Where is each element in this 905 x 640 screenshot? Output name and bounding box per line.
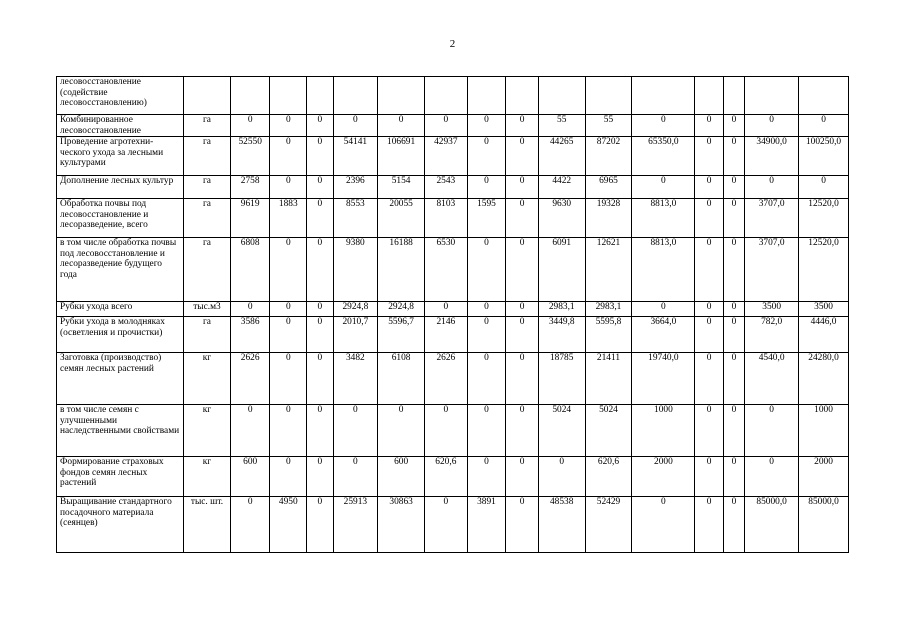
value-cell: 12520,0 (799, 238, 849, 302)
value-cell: 0 (695, 115, 723, 137)
value-cell: 0 (538, 457, 585, 497)
value-cell (506, 77, 539, 115)
row-unit-cell: тыс. шт. (184, 497, 231, 553)
forestry-activities-table (56, 76, 849, 553)
row-name-cell: Обработка почвы под лесовосстановление и лесоразведение, всего (57, 199, 184, 238)
value-cell (467, 77, 506, 115)
value-cell: 54141 (333, 137, 378, 176)
value-cell: 0 (307, 176, 333, 199)
value-cell: 3891 (467, 497, 506, 553)
value-cell: 0 (467, 115, 506, 137)
value-cell: 0 (307, 302, 333, 317)
value-cell: 0 (506, 317, 539, 353)
value-cell: 3482 (333, 353, 378, 405)
value-cell: 8553 (333, 199, 378, 238)
row-unit-cell: тыс.м3 (184, 302, 231, 317)
value-cell: 0 (695, 405, 723, 457)
value-cell: 2758 (230, 176, 270, 199)
value-cell (745, 77, 799, 115)
value-cell: 19740,0 (632, 353, 695, 405)
value-cell: 12520,0 (799, 199, 849, 238)
value-cell: 0 (378, 405, 425, 457)
value-cell: 44265 (538, 137, 585, 176)
value-cell: 1883 (270, 199, 307, 238)
value-cell: 0 (424, 405, 467, 457)
value-cell: 3449,8 (538, 317, 585, 353)
row-name-cell: Выращивание стандартного посадочного материала (сеянцев) (57, 497, 184, 553)
value-cell: 6108 (378, 353, 425, 405)
value-cell: 0 (632, 497, 695, 553)
value-cell (378, 77, 425, 115)
value-cell: 0 (506, 353, 539, 405)
value-cell: 2924,8 (333, 302, 378, 317)
row-unit-cell: га (184, 317, 231, 353)
table-row (57, 238, 849, 302)
value-cell: 0 (799, 176, 849, 199)
value-cell: 2924,8 (378, 302, 425, 317)
value-cell: 0 (695, 457, 723, 497)
value-cell: 0 (424, 302, 467, 317)
value-cell: 620,6 (424, 457, 467, 497)
value-cell: 3500 (799, 302, 849, 317)
value-cell: 0 (270, 353, 307, 405)
row-unit-cell: га (184, 176, 231, 199)
row-unit-cell: га (184, 115, 231, 137)
value-cell: 0 (695, 497, 723, 553)
value-cell: 0 (333, 115, 378, 137)
value-cell: 0 (723, 115, 744, 137)
table-row (57, 176, 849, 199)
value-cell: 85000,0 (745, 497, 799, 553)
row-unit-cell: кг (184, 353, 231, 405)
value-cell: 2626 (230, 353, 270, 405)
value-cell: 0 (506, 176, 539, 199)
value-cell: 0 (506, 405, 539, 457)
row-unit-cell: кг (184, 457, 231, 497)
value-cell: 100250,0 (799, 137, 849, 176)
value-cell: 24280,0 (799, 353, 849, 405)
value-cell (307, 77, 333, 115)
value-cell: 0 (307, 238, 333, 302)
value-cell: 0 (230, 302, 270, 317)
value-cell (723, 77, 744, 115)
value-cell: 5024 (585, 405, 632, 457)
value-cell: 3500 (745, 302, 799, 317)
value-cell: 6965 (585, 176, 632, 199)
value-cell: 9619 (230, 199, 270, 238)
value-cell (632, 77, 695, 115)
value-cell: 0 (506, 302, 539, 317)
value-cell: 0 (270, 457, 307, 497)
value-cell: 2010,7 (333, 317, 378, 353)
value-cell: 4422 (538, 176, 585, 199)
value-cell: 0 (333, 405, 378, 457)
value-cell (585, 77, 632, 115)
value-cell: 2626 (424, 353, 467, 405)
value-cell: 1595 (467, 199, 506, 238)
value-cell: 0 (467, 137, 506, 176)
value-cell: 0 (723, 405, 744, 457)
row-unit-cell: кг (184, 405, 231, 457)
value-cell: 0 (307, 497, 333, 553)
value-cell: 6091 (538, 238, 585, 302)
value-cell: 12621 (585, 238, 632, 302)
table-row (57, 497, 849, 553)
value-cell: 30863 (378, 497, 425, 553)
value-cell: 0 (506, 137, 539, 176)
value-cell: 0 (467, 317, 506, 353)
row-name-cell: Проведение агротехни-ческого ухода за лесными культурами (57, 137, 184, 176)
row-unit-cell: га (184, 238, 231, 302)
value-cell: 65350,0 (632, 137, 695, 176)
value-cell: 0 (270, 317, 307, 353)
value-cell: 0 (467, 238, 506, 302)
value-cell: 4950 (270, 497, 307, 553)
value-cell: 0 (745, 176, 799, 199)
value-cell: 0 (723, 302, 744, 317)
value-cell: 0 (424, 115, 467, 137)
value-cell: 0 (723, 353, 744, 405)
value-cell: 42937 (424, 137, 467, 176)
value-cell: 0 (270, 238, 307, 302)
value-cell: 0 (632, 176, 695, 199)
value-cell: 0 (307, 199, 333, 238)
row-name-cell: Дополнение лесных культур (57, 176, 184, 199)
value-cell: 9630 (538, 199, 585, 238)
value-cell: 2000 (799, 457, 849, 497)
row-name-cell: лесовосстановление (содействие лесовосстановлению) (57, 77, 184, 115)
value-cell: 5154 (378, 176, 425, 199)
value-cell (799, 77, 849, 115)
value-cell: 8813,0 (632, 238, 695, 302)
value-cell: 0 (723, 317, 744, 353)
value-cell: 0 (695, 137, 723, 176)
value-cell: 0 (723, 199, 744, 238)
value-cell: 0 (270, 176, 307, 199)
value-cell: 34900,0 (745, 137, 799, 176)
value-cell: 0 (270, 405, 307, 457)
table-row (57, 77, 849, 115)
value-cell: 0 (378, 115, 425, 137)
value-cell: 0 (307, 115, 333, 137)
row-name-cell: в том числе обработка почвы под лесовосстановление и лесоразведение будущего года (57, 238, 184, 302)
value-cell: 0 (230, 405, 270, 457)
page-number: 2 (449, 38, 456, 50)
value-cell: 8813,0 (632, 199, 695, 238)
value-cell: 9380 (333, 238, 378, 302)
value-cell: 25913 (333, 497, 378, 553)
value-cell (333, 77, 378, 115)
row-unit-cell (184, 77, 231, 115)
row-name-cell: Заготовка (производство) семян лесных растений (57, 353, 184, 405)
value-cell: 0 (723, 137, 744, 176)
value-cell: 3664,0 (632, 317, 695, 353)
value-cell: 0 (723, 497, 744, 553)
value-cell: 8103 (424, 199, 467, 238)
row-name-cell: Комбинированное лесовосстановление (57, 115, 184, 137)
value-cell: 0 (270, 137, 307, 176)
row-name-cell: в том числе семян с улучшенными наследственными свойствами (57, 405, 184, 457)
value-cell: 4540,0 (745, 353, 799, 405)
value-cell: 0 (467, 457, 506, 497)
value-cell: 0 (467, 302, 506, 317)
value-cell: 0 (723, 457, 744, 497)
value-cell: 0 (506, 497, 539, 553)
table-row (57, 405, 849, 457)
value-cell: 0 (307, 137, 333, 176)
row-unit-cell: га (184, 199, 231, 238)
value-cell: 52550 (230, 137, 270, 176)
value-cell: 3586 (230, 317, 270, 353)
value-cell: 2396 (333, 176, 378, 199)
table-row (57, 317, 849, 353)
value-cell: 0 (307, 317, 333, 353)
value-cell (538, 77, 585, 115)
value-cell: 106691 (378, 137, 425, 176)
value-cell: 6530 (424, 238, 467, 302)
value-cell: 0 (695, 302, 723, 317)
value-cell: 87202 (585, 137, 632, 176)
row-name-cell: Рубки ухода всего (57, 302, 184, 317)
value-cell: 5596,7 (378, 317, 425, 353)
value-cell: 19328 (585, 199, 632, 238)
table-row (57, 199, 849, 238)
value-cell (230, 77, 270, 115)
table-row (57, 302, 849, 317)
value-cell: 0 (230, 497, 270, 553)
value-cell: 0 (745, 457, 799, 497)
value-cell: 782,0 (745, 317, 799, 353)
value-cell: 0 (307, 457, 333, 497)
value-cell: 20055 (378, 199, 425, 238)
value-cell: 0 (467, 405, 506, 457)
value-cell: 85000,0 (799, 497, 849, 553)
value-cell: 0 (695, 176, 723, 199)
value-cell: 21411 (585, 353, 632, 405)
value-cell: 0 (695, 353, 723, 405)
value-cell: 16188 (378, 238, 425, 302)
value-cell: 2000 (632, 457, 695, 497)
value-cell: 0 (270, 302, 307, 317)
value-cell: 2146 (424, 317, 467, 353)
value-cell: 600 (378, 457, 425, 497)
value-cell (270, 77, 307, 115)
row-name-cell: Формирование страховых фондов семян лесных растений (57, 457, 184, 497)
value-cell: 0 (506, 199, 539, 238)
value-cell: 4446,0 (799, 317, 849, 353)
value-cell: 0 (270, 115, 307, 137)
value-cell: 18785 (538, 353, 585, 405)
value-cell: 0 (333, 457, 378, 497)
value-cell: 0 (307, 405, 333, 457)
value-cell: 3707,0 (745, 238, 799, 302)
row-name-cell: Рубки ухода в молодняках (осветления и прочистки) (57, 317, 184, 353)
value-cell: 0 (632, 115, 695, 137)
value-cell: 0 (695, 238, 723, 302)
value-cell: 0 (506, 115, 539, 137)
value-cell: 0 (506, 457, 539, 497)
value-cell: 55 (538, 115, 585, 137)
value-cell (424, 77, 467, 115)
value-cell (695, 77, 723, 115)
value-cell: 0 (467, 353, 506, 405)
value-cell: 0 (745, 405, 799, 457)
value-cell: 0 (723, 238, 744, 302)
value-cell: 0 (424, 497, 467, 553)
value-cell: 2983,1 (585, 302, 632, 317)
value-cell: 2983,1 (538, 302, 585, 317)
value-cell: 5595,8 (585, 317, 632, 353)
value-cell: 48538 (538, 497, 585, 553)
value-cell: 0 (799, 115, 849, 137)
row-unit-cell: га (184, 137, 231, 176)
value-cell: 0 (695, 317, 723, 353)
table-row (57, 457, 849, 497)
value-cell: 0 (307, 353, 333, 405)
value-cell: 0 (723, 176, 744, 199)
value-cell: 620,6 (585, 457, 632, 497)
value-cell: 6808 (230, 238, 270, 302)
value-cell: 600 (230, 457, 270, 497)
value-cell: 0 (467, 176, 506, 199)
value-cell: 1000 (632, 405, 695, 457)
value-cell: 3707,0 (745, 199, 799, 238)
value-cell: 0 (695, 199, 723, 238)
value-cell: 52429 (585, 497, 632, 553)
table-row (57, 137, 849, 176)
value-cell: 2543 (424, 176, 467, 199)
value-cell: 55 (585, 115, 632, 137)
value-cell: 0 (745, 115, 799, 137)
table-row (57, 115, 849, 137)
value-cell: 0 (632, 302, 695, 317)
value-cell: 1000 (799, 405, 849, 457)
value-cell: 0 (506, 238, 539, 302)
table-row (57, 353, 849, 405)
value-cell: 5024 (538, 405, 585, 457)
value-cell: 0 (230, 115, 270, 137)
table-body (57, 77, 849, 553)
